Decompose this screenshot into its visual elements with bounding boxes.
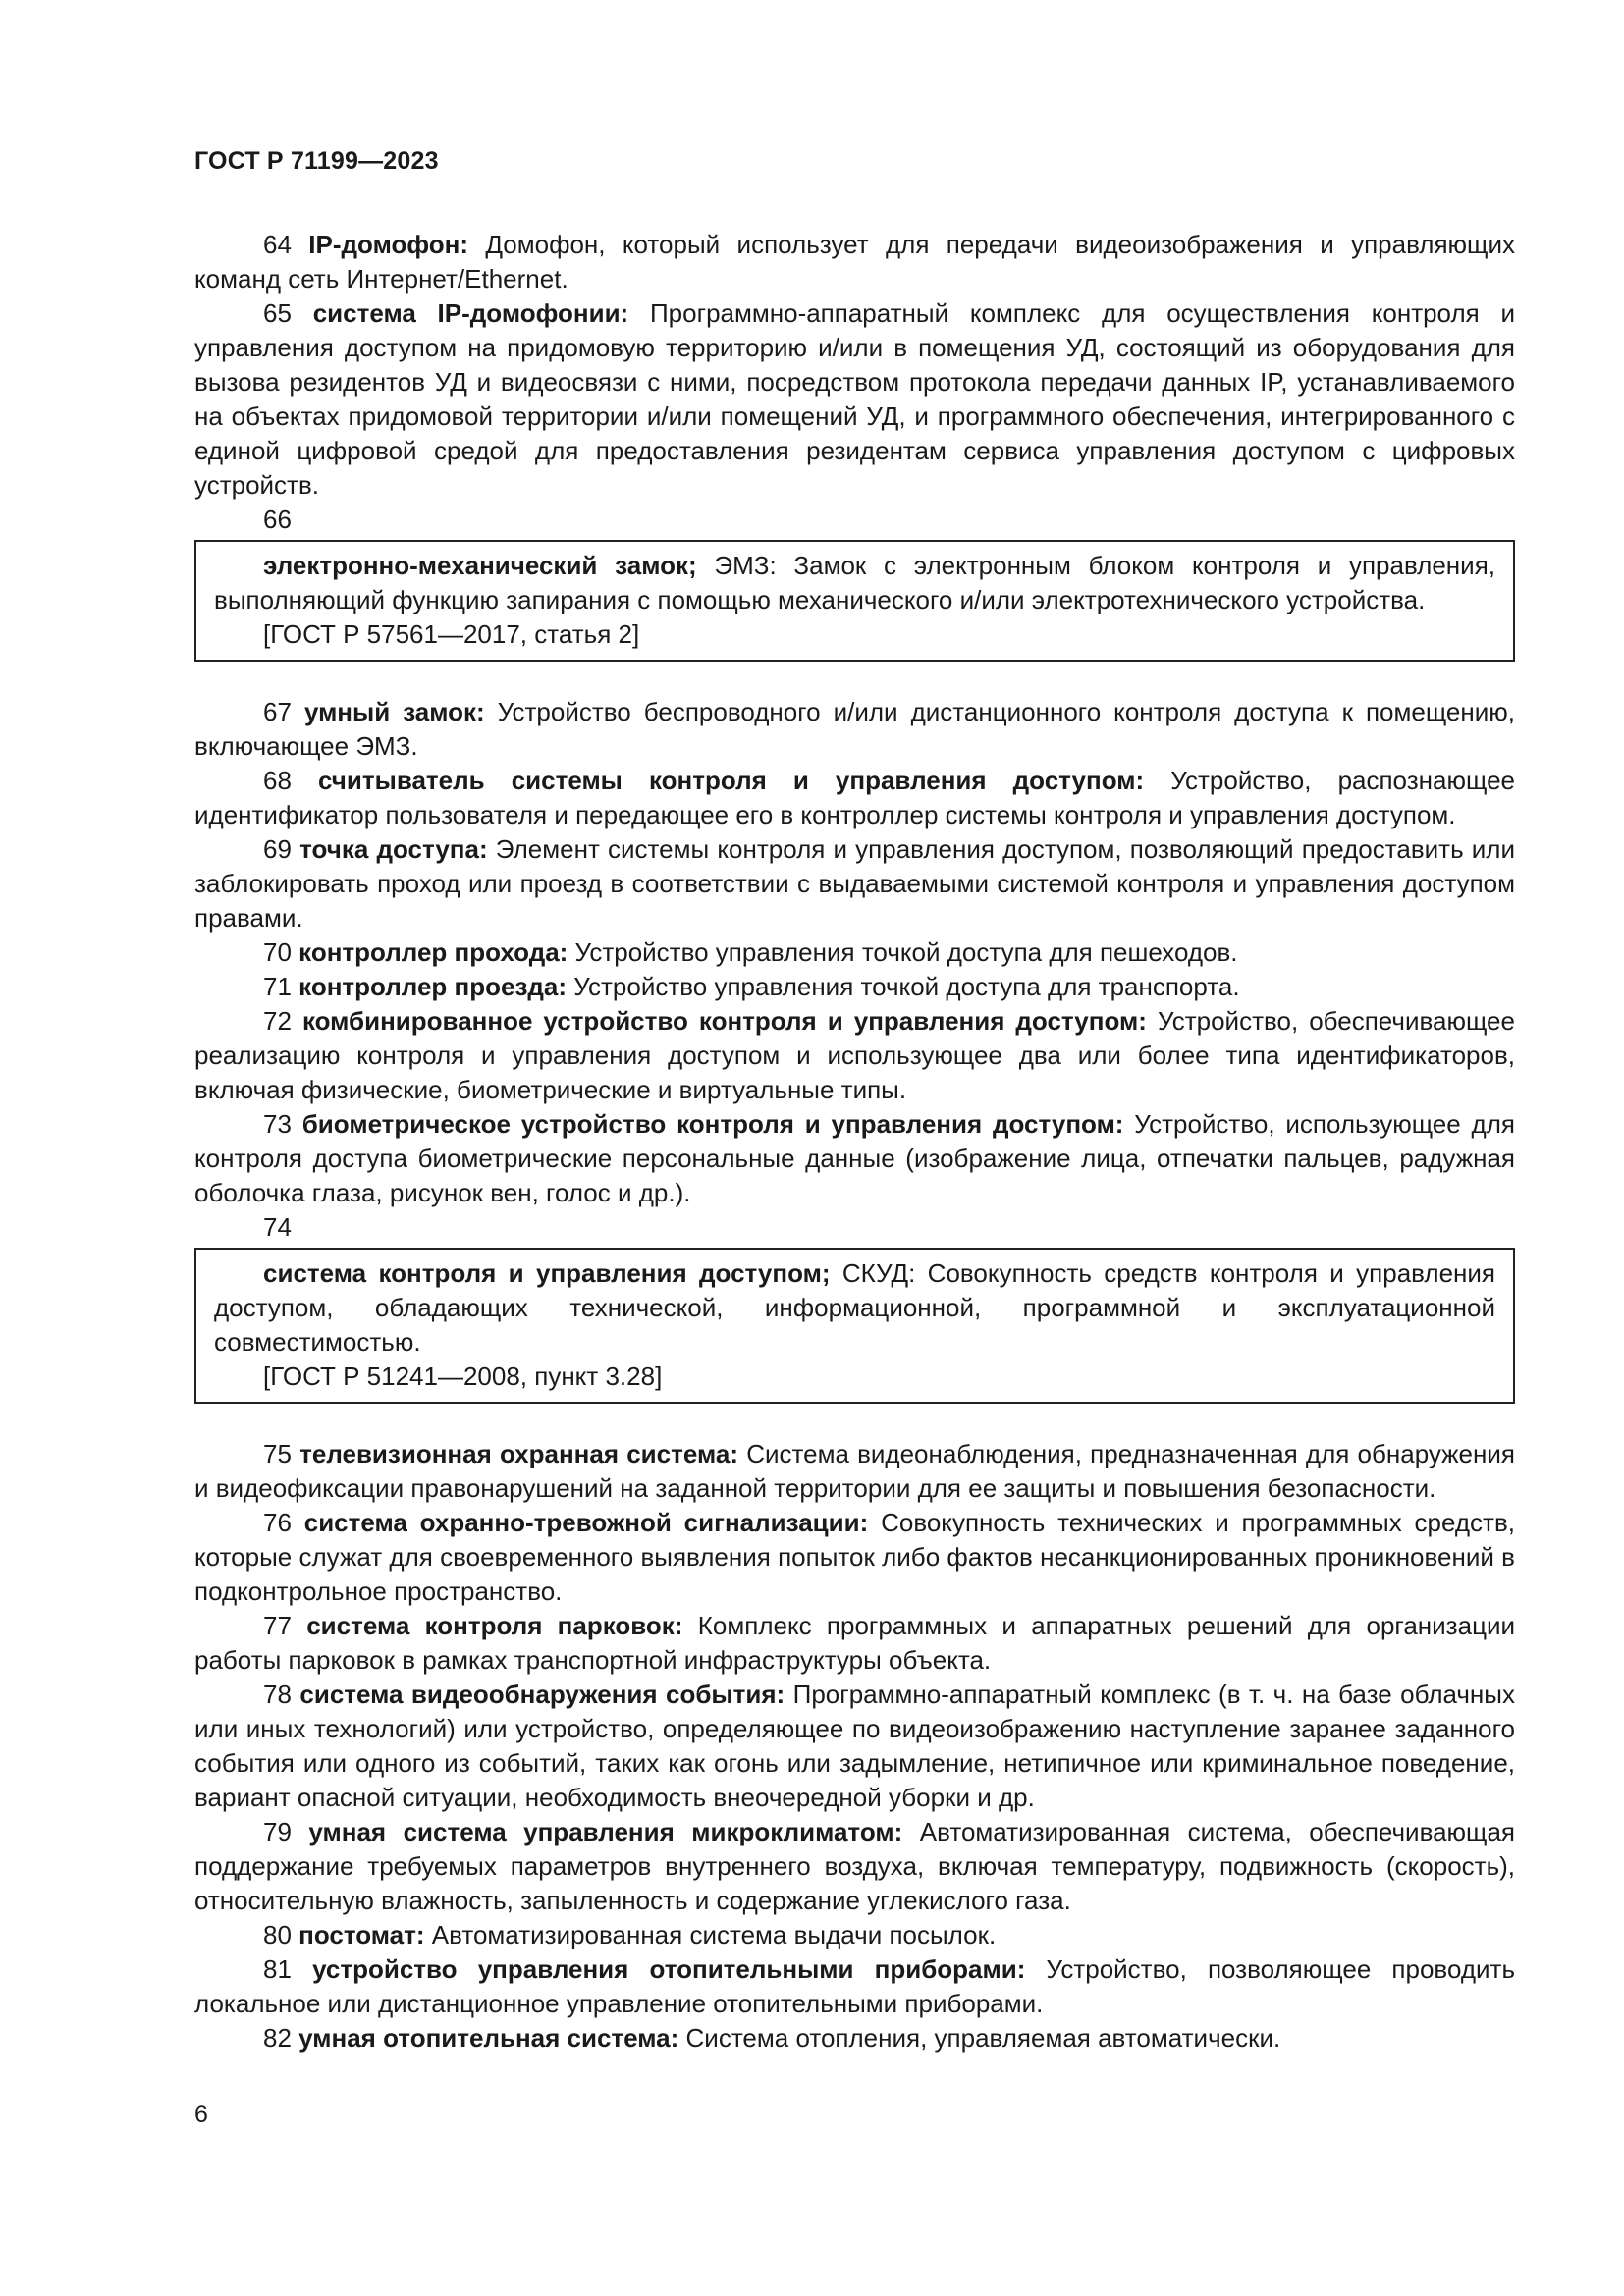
term-definition: Устройство беспроводного и/или дистанционного контроля доступа к помещению, включающее ЭМЗ. <box>194 697 1515 761</box>
term-entry-80 <box>194 1918 1515 1952</box>
term-name: система видеообнаружения события: <box>299 1680 785 1709</box>
term-name: умная отопительная система: <box>298 2023 679 2053</box>
term-definition: СКУД: Совокупность средств контроля и управления доступом, обладающих технической, информационной, программной и эксплуатационной совместимостью. <box>214 1258 1495 1357</box>
term-source-66: [ГОСТ Р 57561—2017, статья 2] <box>263 619 640 649</box>
term-entry-69 <box>194 832 1515 935</box>
term-name: считыватель системы контроля и управления доступом: <box>318 766 1145 795</box>
term-name: точка доступа: <box>299 834 488 864</box>
term-name: комбинированное устройство контроля и управления доступом: <box>301 1006 1147 1036</box>
term-entry-70 <box>194 935 1515 970</box>
term-number: 79 <box>263 1817 292 1846</box>
term-name: телевизионная охранная система: <box>299 1439 738 1468</box>
term-number: 80 <box>263 1920 292 1949</box>
term-definition: ЭМЗ: Замок с электронным блоком контроля и управления, выполняющий функцию запирания с помощью механического и/или электротехнического устройства. <box>214 551 1495 614</box>
term-entry-82 <box>194 2021 1515 2056</box>
document-body <box>194 228 1515 2056</box>
term-definition: Устройство, позволяющее проводить локальное или дистанционное управление отопительными приборами. <box>194 1954 1515 2018</box>
term-entry-72 <box>194 1004 1515 1107</box>
term-name: умная система управления микроклиматом: <box>308 1817 903 1846</box>
term-box-74 <box>194 1248 1515 1404</box>
page-number: 6 <box>194 2101 208 2128</box>
term-number: 72 <box>263 1006 292 1036</box>
term-definition: Автоматизированная система выдачи посылок. <box>431 1920 997 1949</box>
term-name: система контроля и управления доступом; <box>263 1258 831 1288</box>
term-definition: Система отопления, управляемая автоматически. <box>685 2023 1281 2053</box>
term-definition: Домофон, который использует для передачи видеоизображения и управляющих команд сеть Интернет/Ethernet. <box>194 230 1515 294</box>
term-entry-79 <box>194 1815 1515 1918</box>
term-entry-78 <box>194 1678 1515 1815</box>
term-name: электронно-механический замок; <box>263 551 697 580</box>
term-definition: Устройство, распознающее идентификатор пользователя и передающее его в контроллер системы контроля и управления доступом. <box>194 766 1515 829</box>
term-name: IP-домофон: <box>308 230 468 259</box>
term-entry-68 <box>194 764 1515 832</box>
term-name: система охранно-тревожной сигнализации: <box>303 1508 869 1537</box>
term-definition: Программно-аппаратный комплекс (в т. ч. на базе облачных или иных технологий) или устройство, определяющее по видеоизображению наступление заранее заданного события или одного из событий, таких как огонь или задымление, нетипичное или криминальное поведение, вариант опасной ситуации, необходимость внеочередной уборки и др. <box>194 1680 1515 1812</box>
term-name: постомат: <box>298 1920 425 1949</box>
term-name: биометрическое устройство контроля и управления доступом: <box>301 1109 1124 1139</box>
term-entry-75 <box>194 1437 1515 1506</box>
term-number: 64 <box>263 230 292 259</box>
term-definition: Автоматизированная система, обеспечивающая поддержание требуемых параметров внутреннего воздуха, включая температуру, подвижность (скорость), относительную влажность, запыленность и содержание углекислого газа. <box>194 1817 1515 1915</box>
term-number-66: 66 <box>263 505 292 534</box>
term-definition: Устройство, обеспечивающее реализацию контроля и управления доступом и использующее два или более типа идентификаторов, включая физические, биометрические и виртуальные типы. <box>194 1006 1515 1104</box>
term-number: 65 <box>263 298 292 328</box>
term-number: 71 <box>263 972 292 1001</box>
term-entry-67 <box>194 695 1515 764</box>
term-definition: Совокупность технических и программных средств, которые служат для своевременного выявления попыток либо фактов несанкционированных проникновений в подконтрольное пространство. <box>194 1508 1516 1606</box>
term-entry-65 <box>194 296 1515 503</box>
term-definition: Программно-аппаратный комплекс для осуществления контроля и управления доступом на придомовую территорию и/или в помещения УД, состоящий из оборудования для вызова резидентов УД и видеосвязи с ними, посредством протокола передачи данных IP, устанавливаемого на объектах придомовой территории и/или помещений УД, и программного обеспечения, интегрированного с единой цифровой средой для предоставления резидентам сервиса управления доступом с цифровых устройств. <box>194 298 1515 500</box>
term-definition: Устройство управления точкой доступа для транспорта. <box>573 972 1240 1001</box>
term-definition: Система видеонаблюдения, предназначенная для обнаружения и видеофиксации правонарушений на заданной территории для ее защиты и повышения безопасности. <box>194 1439 1515 1503</box>
term-definition: Элемент системы контроля и управления доступом, позволяющий предоставить или заблокировать проход или проезд в соответствии с выдаваемыми системой контроля и управления доступом правами. <box>194 834 1515 933</box>
term-number: 77 <box>263 1611 292 1640</box>
term-name: система контроля парковок: <box>306 1611 683 1640</box>
term-name: устройство управления отопительными приборами: <box>312 1954 1026 1984</box>
term-number: 76 <box>263 1508 292 1537</box>
term-number: 81 <box>263 1954 292 1984</box>
term-entry-73 <box>194 1107 1515 1210</box>
term-entry-76 <box>194 1506 1515 1609</box>
term-number: 67 <box>263 697 292 726</box>
term-name: контроллер прохода: <box>298 937 568 967</box>
document-header: ГОСТ Р 71199—2023 <box>194 147 439 175</box>
term-name: контроллер проезда: <box>298 972 567 1001</box>
term-number-74: 74 <box>263 1212 292 1242</box>
term-entry-77 <box>194 1609 1515 1678</box>
term-definition: Комплекс программных и аппаратных решений для организации работы парковок в рамках транспортной инфраструктуры объекта. <box>194 1611 1516 1675</box>
term-number: 75 <box>263 1439 292 1468</box>
boxed-term-74 <box>214 1256 1495 1360</box>
term-box-66 <box>194 540 1515 662</box>
term-definition: Устройство, использующее для контроля доступа биометрические персональные данные (изображение лица, отпечатки пальцев, радужная оболочка глаза, рисунок вен, голос и др.). <box>194 1109 1515 1207</box>
term-name: умный замок: <box>303 697 485 726</box>
term-source-74: [ГОСТ Р 51241—2008, пункт 3.28] <box>263 1362 663 1391</box>
term-number: 70 <box>263 937 292 967</box>
boxed-term-66 <box>214 549 1495 617</box>
term-entry-71 <box>194 970 1515 1004</box>
term-entry-64 <box>194 228 1515 296</box>
term-entry-81 <box>194 1952 1515 2021</box>
term-definition: Устройство управления точкой доступа для пешеходов. <box>574 937 1238 967</box>
term-number: 73 <box>263 1109 292 1139</box>
term-name: система IP-домофонии: <box>312 298 629 328</box>
term-number: 69 <box>263 834 292 864</box>
term-number: 82 <box>263 2023 292 2053</box>
term-number: 78 <box>263 1680 292 1709</box>
term-number: 68 <box>263 766 292 795</box>
